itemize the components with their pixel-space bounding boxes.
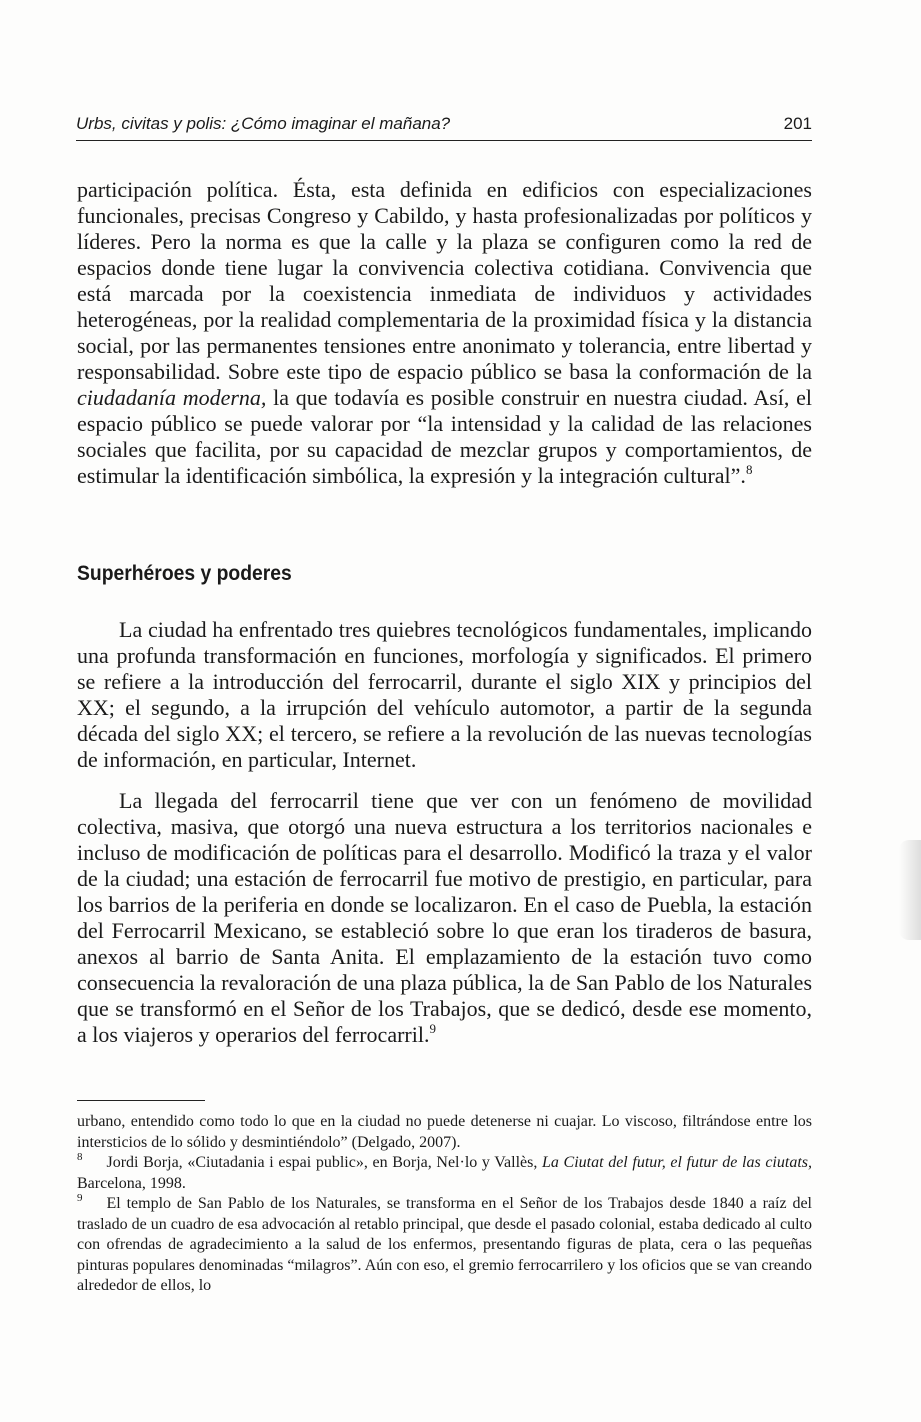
footnote-ref-8[interactable]: 8	[745, 462, 753, 477]
italic-term: ciudadanía moderna,	[77, 385, 267, 410]
page-number: 201	[783, 114, 812, 133]
footnote-9: 9 El templo de San Pablo de los Naturales, se transforma en el Señor de los Trabajos desde 1840 a raíz del traslado de un cuadro de esa advocación al retablo principal, que desde el pasado colonial, estaba dedicado al culto con ofrendas de agradecimiento a la salud de los enfermos, presentando figuras de plata, cera o las pequeñas pinturas populares denominadas “milagros”. Aún con eso, el gremio ferrocarrilero y los oficios que se van creando alrededor de ellos, lo	[77, 1192, 812, 1294]
running-header-title: Urbs, civitas y polis: ¿Cómo imaginar el mañana?	[76, 114, 451, 133]
footnote-ref-9[interactable]: 9	[429, 1021, 436, 1036]
paragraph-participacion	[77, 177, 812, 489]
footnote-text: El templo de San Pablo de los Naturales, se transforma en el Señor de los Trabajos desde 1840 a raíz del traslado de un cuadro de esa advocación al retablo principal, que desde el pasado colonial, estaba dedicado al culto con ofrendas de agradecimiento a la salud de los enfermos, presentando figuras de plata, cera o las pequeñas pinturas populares denominadas “milagros”. Aún con eso, el gremio ferrocarrilero y los oficios que se van creando alrededor de ellos, lo	[77, 1195, 812, 1294]
footnotes-section	[77, 1112, 812, 1297]
paragraph-text: participación política. Ésta, esta definida en edificios con especializaciones funcionales, precisas Congreso y Cabildo, y hasta profesionalizadas por políticos y líderes. Pero la norma es que la calle y la plaza se configuren como la red de espacios donde tiene lugar la convivencia colectiva cotidiana. Convivencia que está marcada por la coexistencia inmediata de individuos y actividades heterogéneas, por la realidad complementaria de la proximidad física y la distancia social, por las permanentes tensiones entre anonimato y tolerancia, entre libertad y responsabilidad. Sobre este tipo de espacio público se basa la conformación de la	[77, 177, 812, 384]
section-heading: Superhéroes y poderes	[77, 562, 292, 585]
footnote-text: Barcelona, 1998.	[77, 1174, 186, 1192]
paragraph-quiebres: La ciudad ha enfrentado tres quiebres tecnológicos fundamentales, implicando una profunda transformación en funciones, morfología y significados. El primero se refiere a la introducción del ferrocarril, durante el siglo XIX y principios del XX; el segundo, a la irrupción del vehículo automotor, a partir de la segunda década del siglo XX; el tercero, se refiere a la revolución de las nuevas tecnologías de información, en particular, Internet.	[77, 617, 812, 772]
running-header	[76, 112, 812, 141]
paragraph-ferrocarril	[77, 788, 812, 1048]
footnote-8: 8 Jordi Borja, «Ciutadania i espai public», en Borja, Nel·lo y Vallès, La Ciutat del futur, el futur de las ciutats, Barcelona, 1998.	[77, 1151, 812, 1192]
footnote-divider	[77, 1100, 205, 1101]
page-edge-shadow	[899, 840, 921, 940]
footnote-italic-title: La Ciutat del futur, el futur de las ciutats,	[542, 1154, 812, 1171]
footnote-text: Jordi Borja, «Ciutadania i espai public», en Borja, Nel·lo y Vallès,	[106, 1154, 543, 1171]
footnote-continuation: urbano, entendido como todo lo que en la ciudad no puede detenerse ni cuajar. Lo viscoso, filtrándose entre los intersticios de lo sólido y desmintiéndolo” (Delgado, 2007).	[77, 1113, 812, 1151]
paragraph-text: La llegada del ferrocarril tiene que ver con un fenómeno de movilidad colectiva, masiva, que otorgó una nueva estructura a los territorios nacionales e incluso de modificación de políticas para el desarrollo. Modificó la traza y el valor de la ciudad; una estación de ferrocarril fue motivo de prestigio, en particular, para los barrios de la periferia en donde se localizaron. En el caso de Puebla, la estación del Ferrocarril Mexicano, se estableció sobre lo que eran los tiraderos de basura, anexos al barrio de Santa Anita. El emplazamiento de la estación tuvo como consecuencia la revaloración de una plaza pública, la de San Pablo de los Naturales que se transformó en el Señor de los Trabajos, que se dedicó, desde ese momento, a los viajeros y operarios del ferrocarril.	[77, 788, 812, 1047]
paragraph-text: la que todavía es posible construir en nuestra ciudad. Así, el espacio público se puede valorar por “la intensidad y la calidad de las relaciones sociales que facilita, por su capacidad de mezclar grupos y comportamientos, de estimular la identificación simbólica, la expresión y la integración cultural”.	[77, 385, 813, 488]
